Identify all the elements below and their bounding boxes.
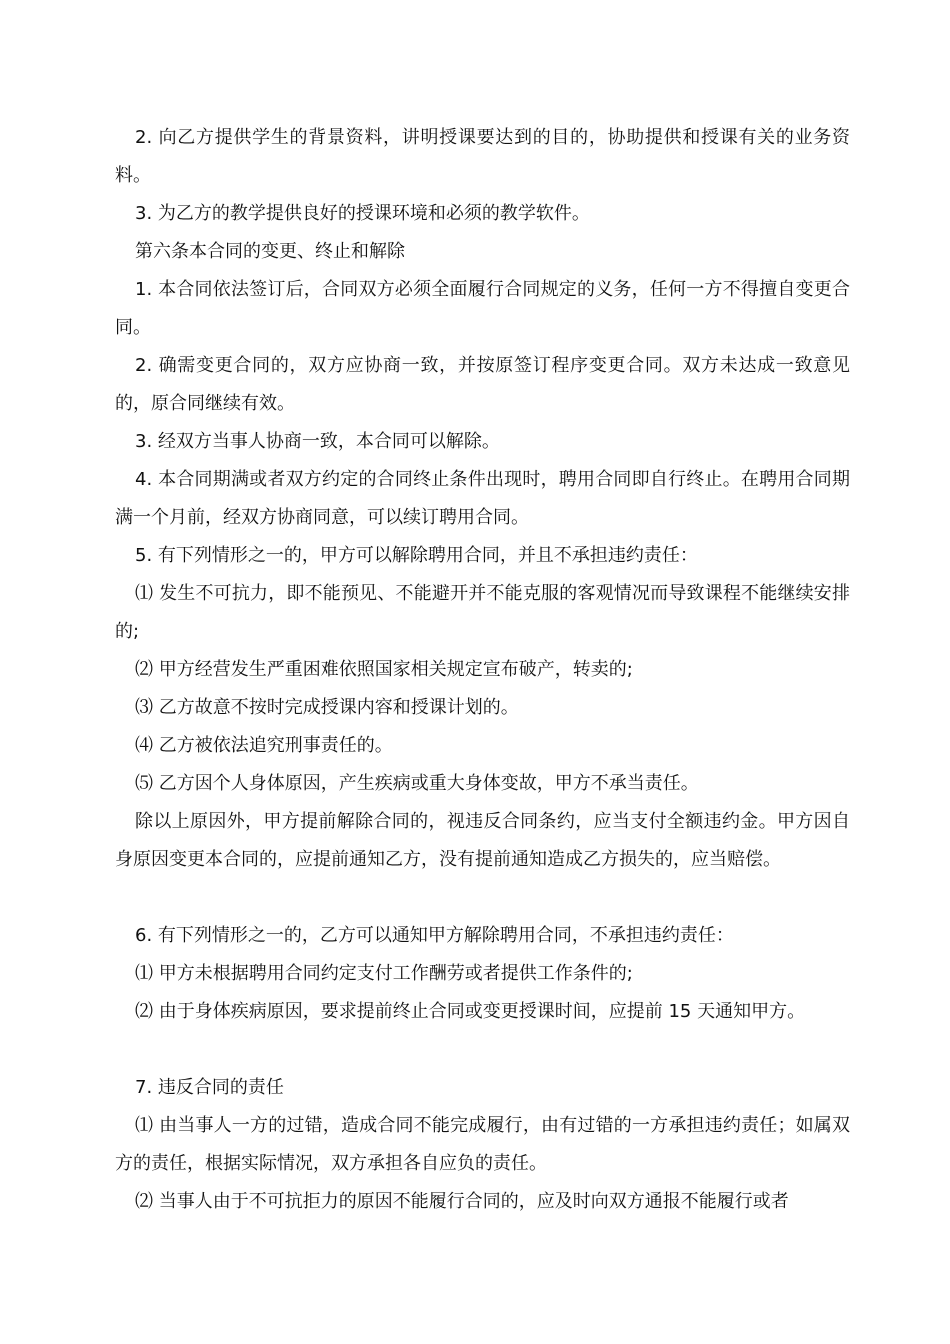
paragraph-3-teaching-environment: 3. 为乙方的教学提供良好的授课环境和必须的教学软件。	[135, 203, 590, 224]
list-item-bankruptcy: ⑵ 甲方经营发生严重困难依照国家相关规定宣布破产，转卖的;	[135, 659, 633, 680]
list-item-force-majeure-report: ⑵ 当事人由于不可抗拒力的原因不能履行合同的，应及时向双方通报不能履行或者	[135, 1191, 789, 1212]
list-item-party-fault: ⑴ 由当事人一方的过错，造成合同不能完成履行，由有过错的一方承担违约责任；如属双方的责任，根据实际情况，双方承担各自应负的责任。	[115, 1115, 850, 1174]
paragraph-3-contract-termination: 3. 经双方当事人协商一致，本合同可以解除。	[135, 431, 500, 452]
paragraph-6-party-b-cancel: 6. 有下列情形之一的，乙方可以通知甲方解除聘用合同，不承担违约责任：	[135, 925, 734, 946]
list-item-teaching-plan: ⑶ 乙方故意不按时完成授课内容和授课计划的。	[135, 697, 519, 718]
list-item-unpaid-salary: ⑴ 甲方未根据聘用合同约定支付工作酬劳或者提供工作条件的;	[135, 963, 633, 984]
paragraph-7-breach-liability: 7. 违反合同的责任	[135, 1077, 284, 1098]
list-item-personal-health: ⑸ 乙方因个人身体原因，产生疾病或重大身体变故，甲方不承当责任。	[135, 773, 699, 794]
paragraph-5-party-a-cancel: 5. 有下列情形之一的，甲方可以解除聘用合同，并且不承担违约责任：	[135, 545, 698, 566]
list-item-force-majeure: ⑴ 发生不可抗力，即不能预见、不能避开并不能克服的客观情况而导致课程不能继续安排的;	[115, 583, 850, 642]
list-item-criminal-liability: ⑷ 乙方被依法追究刑事责任的。	[135, 735, 393, 756]
section-heading-article-6: 第六条本合同的变更、终止和解除	[135, 241, 405, 262]
paragraph-2-provide-background: 2. 向乙方提供学生的背景资料，讲明授课要达到的目的，协助提供和授课有关的业务资料。	[115, 127, 850, 186]
paragraph-breach-compensation: 除以上原因外，甲方提前解除合同的，视违反合同条约，应当支付全额违约金。甲方因自身原因变更本合同的，应提前通知乙方，没有提前通知造成乙方损失的，应当赔偿。	[115, 811, 850, 870]
paragraph-1-contract-signed: 1. 本合同依法签订后，合同双方必须全面履行合同规定的义务，任何一方不得擅自变更合同。	[115, 279, 850, 338]
list-item-health-notice: ⑵ 由于身体疾病原因，要求提前终止合同或变更授课时间，应提前 15 天通知甲方。	[135, 1001, 806, 1022]
paragraph-2-contract-change: 2. 确需变更合同的，双方应协商一致，并按原签订程序变更合同。双方未达成一致意见的，原合同继续有效。	[115, 355, 850, 414]
paragraph-4-contract-expiry: 4. 本合同期满或者双方约定的合同终止条件出现时，聘用合同即自行终止。在聘用合同期满一个月前，经双方协商同意，可以续订聘用合同。	[115, 469, 850, 528]
